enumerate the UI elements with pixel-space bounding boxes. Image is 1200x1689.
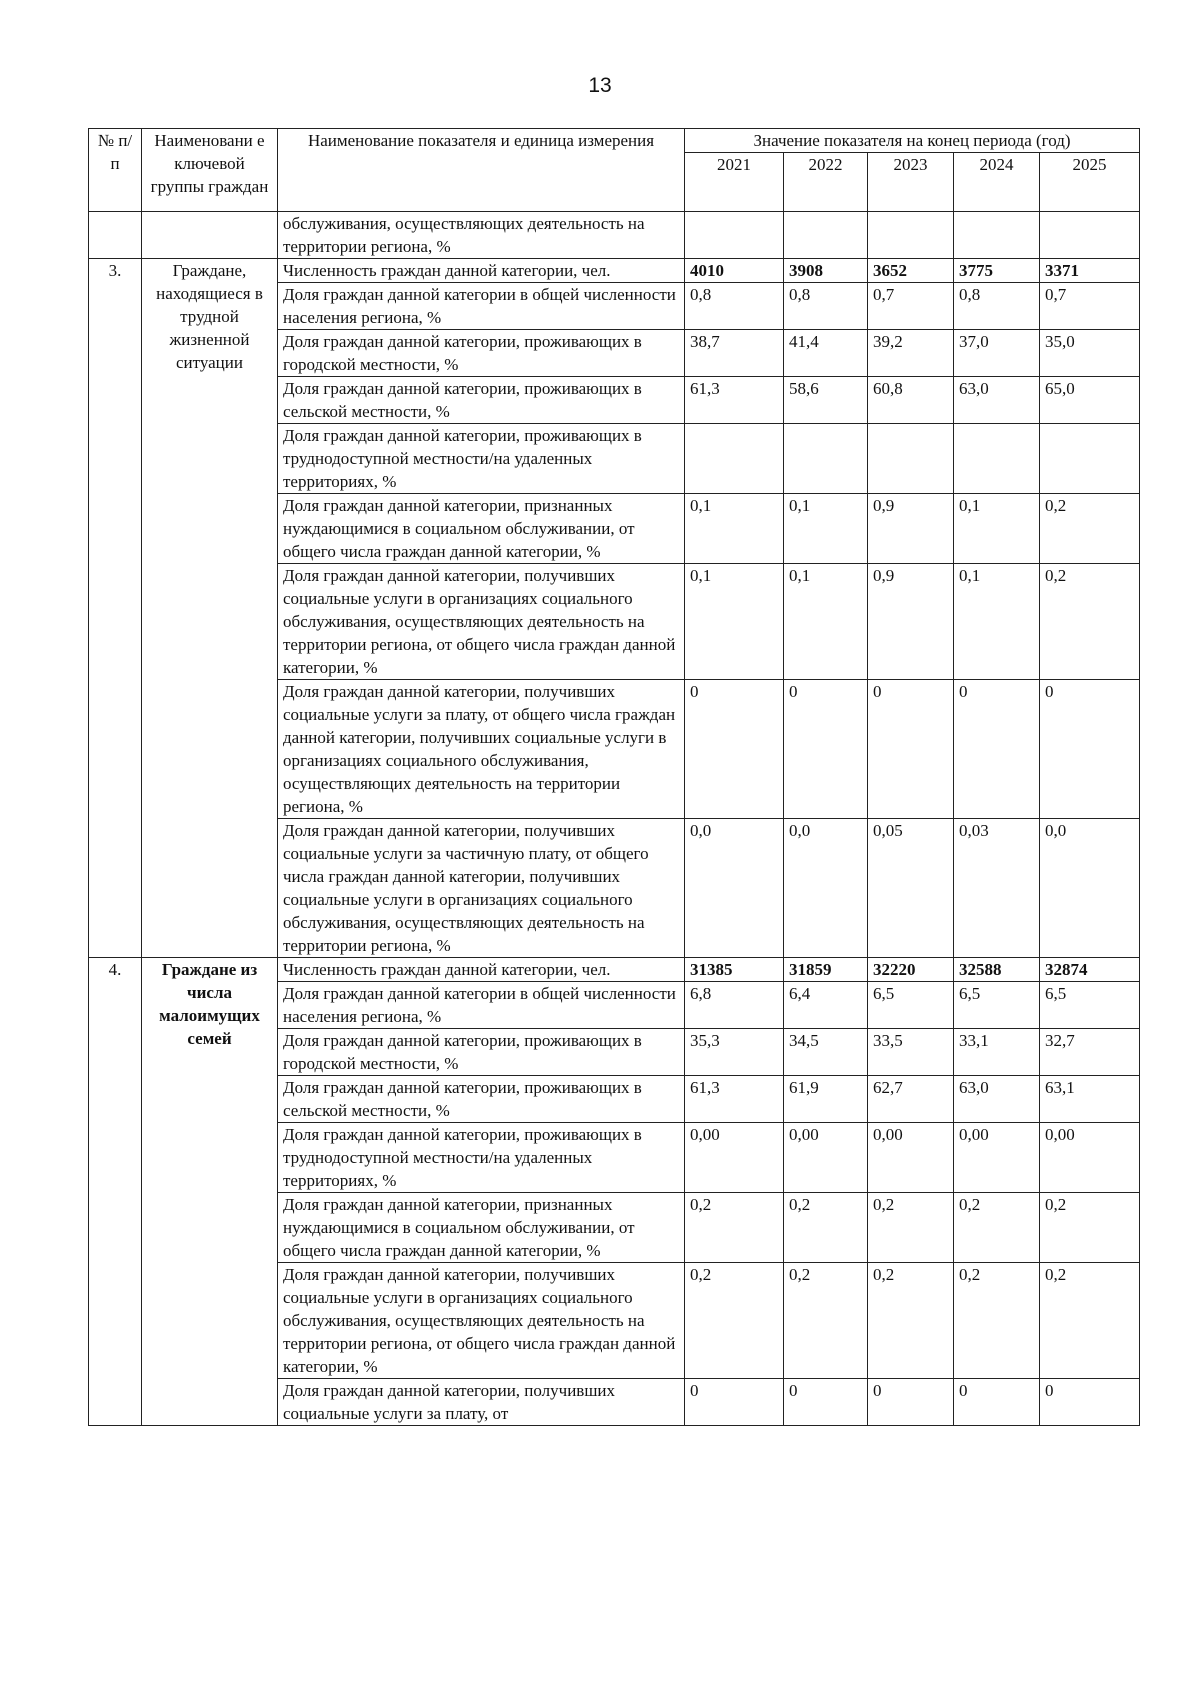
value-cell: 0,1 (954, 564, 1040, 680)
value-cell: 0,2 (784, 1193, 868, 1263)
header-year: 2023 (868, 153, 954, 212)
value-cell: 31385 (685, 958, 784, 982)
value-cell (868, 212, 954, 259)
indicator-cell: Доля граждан данной категории, проживающих в труднодоступной местности/на удаленных территориях, % (278, 424, 685, 494)
value-cell: 0,2 (868, 1193, 954, 1263)
row-num (89, 212, 142, 259)
indicator-cell: Доля граждан данной категории, получивших социальные услуги за плату, от (278, 1379, 685, 1426)
value-cell: 0 (1040, 1379, 1140, 1426)
value-cell: 35,0 (1040, 330, 1140, 377)
value-cell (954, 424, 1040, 494)
value-cell: 3652 (868, 259, 954, 283)
value-cell: 32,7 (1040, 1029, 1140, 1076)
table-row (89, 259, 1140, 283)
value-cell: 0,2 (1040, 564, 1140, 680)
value-cell: 0,03 (954, 819, 1040, 958)
value-cell: 0,2 (1040, 1193, 1140, 1263)
indicator-cell: Доля граждан данной категории, проживающих в городской местности, % (278, 1029, 685, 1076)
value-cell: 0,8 (784, 283, 868, 330)
value-cell: 33,5 (868, 1029, 954, 1076)
value-cell: 0,05 (868, 819, 954, 958)
value-cell: 0,1 (784, 494, 868, 564)
value-cell: 0 (868, 1379, 954, 1426)
value-cell: 3371 (1040, 259, 1140, 283)
value-cell: 0,1 (954, 494, 1040, 564)
table-row (89, 958, 1140, 982)
header-year: 2025 (1040, 153, 1140, 212)
value-cell: 61,3 (685, 377, 784, 424)
value-cell: 63,0 (954, 377, 1040, 424)
indicator-cell: Доля граждан данной категории в общей численности населения региона, % (278, 982, 685, 1029)
value-cell: 0,0 (784, 819, 868, 958)
value-cell: 0 (784, 1379, 868, 1426)
value-cell: 0,00 (685, 1123, 784, 1193)
value-cell: 58,6 (784, 377, 868, 424)
value-cell: 65,0 (1040, 377, 1140, 424)
header-group: Наименовани е ключевой группы граждан (142, 129, 278, 212)
value-cell (685, 424, 784, 494)
value-cell: 62,7 (868, 1076, 954, 1123)
value-cell: 6,5 (954, 982, 1040, 1029)
value-cell: 0,0 (1040, 819, 1140, 958)
value-cell: 0,00 (868, 1123, 954, 1193)
header-year: 2021 (685, 153, 784, 212)
value-cell: 0,9 (868, 564, 954, 680)
group-number: 4. (89, 958, 142, 1426)
value-cell: 60,8 (868, 377, 954, 424)
value-cell: 0,7 (1040, 283, 1140, 330)
value-cell: 0,1 (685, 494, 784, 564)
value-cell: 0,8 (954, 283, 1040, 330)
indicator-cell: Доля граждан данной категории в общей численности населения региона, % (278, 283, 685, 330)
header-num: № п/п (89, 129, 142, 212)
value-cell: 32874 (1040, 958, 1140, 982)
value-cell: 32588 (954, 958, 1040, 982)
value-cell: 0,00 (954, 1123, 1040, 1193)
value-cell: 0 (685, 680, 784, 819)
indicator-cell: Доля граждан данной категории, проживающих в труднодоступной местности/на удаленных территориях, % (278, 1123, 685, 1193)
indicators-table (88, 128, 1140, 1426)
value-cell (784, 212, 868, 259)
value-cell: 3908 (784, 259, 868, 283)
value-cell: 39,2 (868, 330, 954, 377)
value-cell: 0,2 (954, 1193, 1040, 1263)
table-body (89, 212, 1140, 1426)
row-group (142, 212, 278, 259)
header-year: 2024 (954, 153, 1040, 212)
value-cell: 0 (784, 680, 868, 819)
value-cell: 0,00 (784, 1123, 868, 1193)
value-cell: 63,1 (1040, 1076, 1140, 1123)
value-cell (868, 424, 954, 494)
value-cell: 0,8 (685, 283, 784, 330)
value-cell: 0,7 (868, 283, 954, 330)
group-number: 3. (89, 259, 142, 958)
value-cell: 0,2 (868, 1263, 954, 1379)
value-cell: 0,2 (685, 1263, 784, 1379)
value-cell: 37,0 (954, 330, 1040, 377)
value-cell: 0,2 (1040, 1263, 1140, 1379)
value-cell: 6,5 (868, 982, 954, 1029)
value-cell: 32220 (868, 958, 954, 982)
value-cell: 6,5 (1040, 982, 1140, 1029)
value-cell (1040, 424, 1140, 494)
value-cell: 0,9 (868, 494, 954, 564)
value-cell (784, 424, 868, 494)
value-cell: 0,2 (1040, 494, 1140, 564)
value-cell: 33,1 (954, 1029, 1040, 1076)
table-row (89, 212, 1140, 259)
value-cell: 61,3 (685, 1076, 784, 1123)
indicator-cell: Доля граждан данной категории, получивших социальные услуги в организациях социального обслуживания, осуществляющих деятельность на территории региона, от общего числа граждан данной категории, % (278, 1263, 685, 1379)
indicator-cell: Доля граждан данной категории, проживающих в сельской местности, % (278, 377, 685, 424)
indicator-cell: Доля граждан данной категории, получивших социальные услуги за частичную плату, от общего числа граждан данной категории, получивших социальные услуги в организациях социального обслуживания, осуществляющих деятельность на территории региона, % (278, 819, 685, 958)
value-cell: 0 (954, 1379, 1040, 1426)
indicator-cell: Доля граждан данной категории, проживающих в сельской местности, % (278, 1076, 685, 1123)
indicator-cell: Доля граждан данной категории, признанных нуждающимися в социальном обслуживании, от общего числа граждан данной категории, % (278, 1193, 685, 1263)
indicator-cell: Доля граждан данной категории, признанных нуждающимися в социальном обслуживании, от общего числа граждан данной категории, % (278, 494, 685, 564)
value-cell: 0,00 (1040, 1123, 1140, 1193)
indicator-cell: Численность граждан данной категории, чел. (278, 259, 685, 283)
value-cell: 6,8 (685, 982, 784, 1029)
value-cell: 38,7 (685, 330, 784, 377)
value-cell: 0,0 (685, 819, 784, 958)
value-cell: 63,0 (954, 1076, 1040, 1123)
value-cell: 0 (1040, 680, 1140, 819)
indicator-cell: Численность граждан данной категории, чел. (278, 958, 685, 982)
header-year: 2022 (784, 153, 868, 212)
value-cell: 0,2 (784, 1263, 868, 1379)
indicator-cell: Доля граждан данной категории, получивших социальные услуги в организациях социального обслуживания, осуществляющих деятельность на территории региона, от общего числа граждан данной категории, % (278, 564, 685, 680)
value-cell (1040, 212, 1140, 259)
value-cell: 0,2 (954, 1263, 1040, 1379)
indicator-cell: Доля граждан данной категории, получивших социальные услуги за плату, от общего числа граждан данной категории, получивших социальные услуги в организациях социального обслуживания, осуществляющих деятельность на территории региона, % (278, 680, 685, 819)
header-indicator: Наименование показателя и единица измерения (278, 129, 685, 212)
indicator-cell: Доля граждан данной категории, проживающих в городской местности, % (278, 330, 685, 377)
value-cell: 0 (685, 1379, 784, 1426)
indicator-cell: обслуживания, осуществляющих деятельность на территории региона, % (278, 212, 685, 259)
value-cell: 0,1 (685, 564, 784, 680)
group-name: Граждане, находящиеся в трудной жизненной ситуации (142, 259, 278, 958)
value-cell: 0 (954, 680, 1040, 819)
value-cell: 6,4 (784, 982, 868, 1029)
table-header (89, 129, 1140, 212)
page-number: 13 (588, 74, 612, 97)
value-cell: 0,1 (784, 564, 868, 680)
value-cell: 61,9 (784, 1076, 868, 1123)
value-cell (954, 212, 1040, 259)
value-cell: 35,3 (685, 1029, 784, 1076)
value-cell: 31859 (784, 958, 868, 982)
value-cell (685, 212, 784, 259)
value-cell: 0,2 (685, 1193, 784, 1263)
group-name: Граждане из числа малоимущих семей (142, 958, 278, 1426)
header-values: Значение показателя на конец периода (год) (685, 129, 1140, 153)
value-cell: 0 (868, 680, 954, 819)
value-cell: 41,4 (784, 330, 868, 377)
value-cell: 34,5 (784, 1029, 868, 1076)
value-cell: 3775 (954, 259, 1040, 283)
value-cell: 4010 (685, 259, 784, 283)
